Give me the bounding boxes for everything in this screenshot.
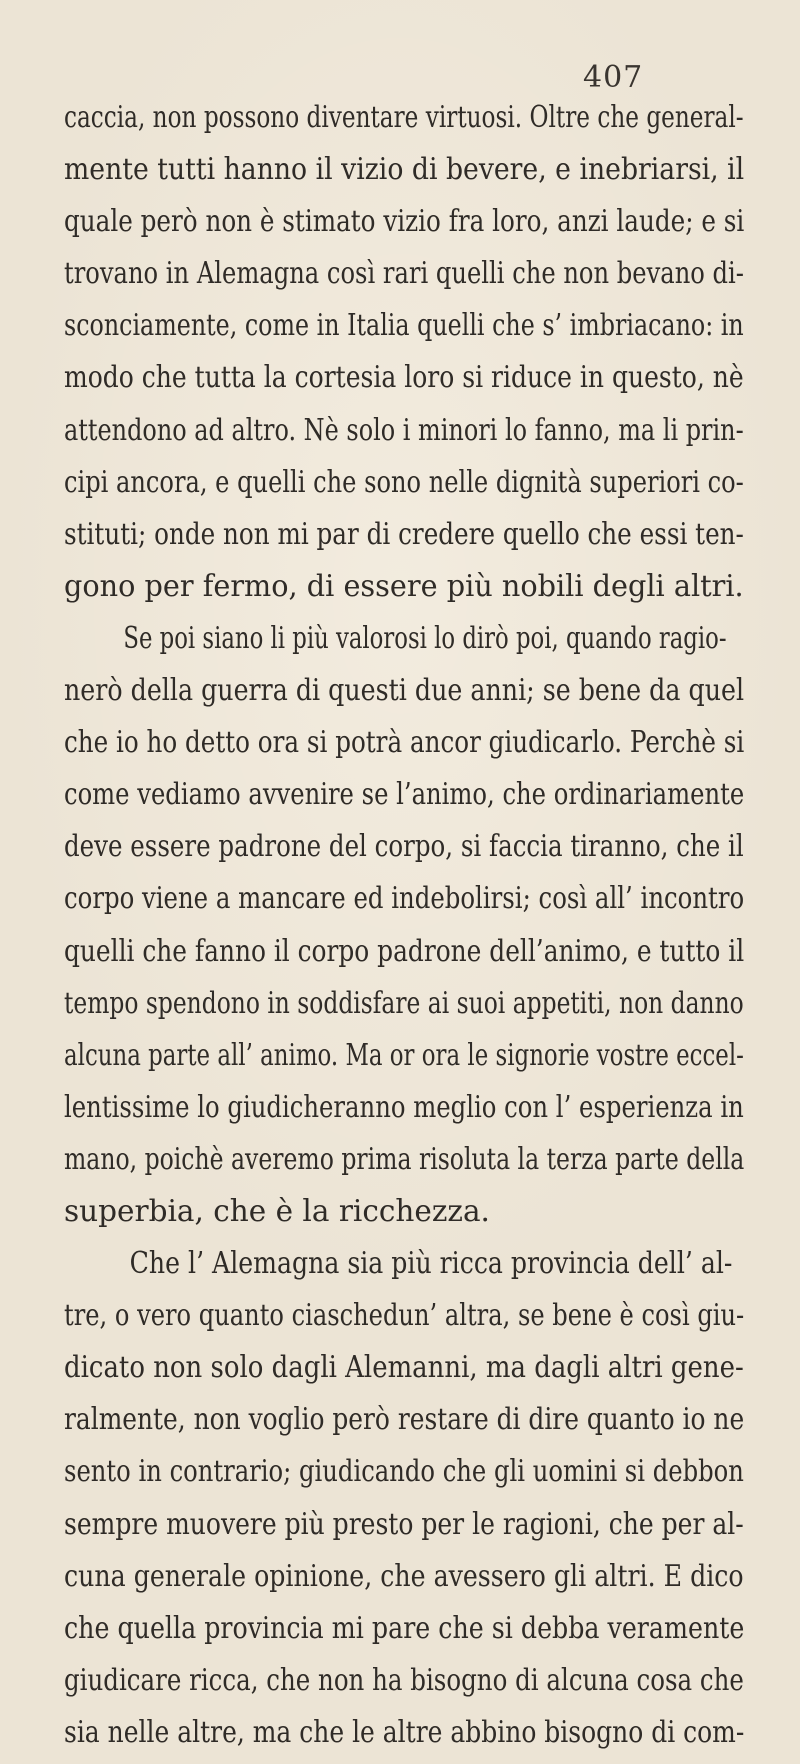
text-line: superbia, che è la ricchezza. — [64, 1193, 490, 1228]
text-line: nerò della guerra di questi due anni; se bene da quel — [64, 673, 745, 708]
text-line: trovano in Alemagna così rari quelli che non bevano di- — [64, 256, 744, 291]
text-line: sia nelle altre, ma che le altre abbino bisogno di com- — [64, 1714, 745, 1749]
text-line: che quella provincia mi pare che si debba veramente — [64, 1610, 745, 1645]
page-number: 407 — [583, 60, 644, 95]
text-line: caccia, non possono diventare virtuosi. Oltre che general- — [64, 100, 744, 134]
text-line: deve essere padrone del corpo, si faccia tiranno, che il — [64, 829, 744, 864]
body-text — [64, 97, 744, 1764]
text-line: modo che tutta la cortesia loro si riduce in questo, nè — [64, 360, 744, 395]
text-line: mano, poichè averemo prima risoluta la terza parte della — [64, 1141, 745, 1176]
text-line: sconciamente, come in Italia quelli che s’ imbriacano: in — [64, 308, 744, 343]
text-line: quelli che fanno il corpo padrone dell’animo, e tutto il — [64, 933, 745, 968]
text-line: stituti; onde non mi par di credere quello che essi ten- — [64, 516, 744, 551]
text-line: corpo viene a mancare ed indebolirsi; così all’ incontro — [64, 881, 745, 916]
text-line: lentissime lo giudicheranno meglio con l’ esperienza in — [64, 1089, 744, 1124]
text-line: ralmente, non voglio però restare di dire quanto io ne — [64, 1402, 745, 1437]
text-line: tempo spendono in soddisfare ai suoi appetiti, non danno — [64, 985, 744, 1020]
text-line: gono per fermo, di essere più nobili degli altri. — [64, 568, 744, 603]
text-line: cuna generale opinione, che avessero gli altri. E dico — [64, 1558, 744, 1593]
text-line: mente tutti hanno il vizio di bevere, e inebriarsi, il — [64, 152, 745, 187]
text-line: sento in contrario; giudicando che gli uomini si debbon — [64, 1454, 744, 1489]
text-line: attendono ad altro. Nè solo i minori lo fanno, ma li prin- — [64, 412, 744, 447]
paragraph-start-line: Che l’ Alemagna sia più ricca provincia dell’ al- — [129, 1246, 733, 1281]
text-line: sempre muovere più presto per le ragioni, che per al- — [64, 1506, 744, 1541]
paragraph-start-line: Se poi siano li più valorosi lo dirò poi, quando ragio- — [123, 620, 727, 655]
text-line: dicato non solo dagli Alemanni, ma dagli altri gene- — [64, 1350, 744, 1385]
text-line: che io ho detto ora si potrà ancor giudicarlo. Perchè si — [64, 725, 745, 760]
text-line: quale però non è stimato vizio fra loro, anzi laude; e si — [64, 204, 745, 239]
text-line: giudicare ricca, che non ha bisogno di alcuna cosa che — [64, 1662, 744, 1697]
text-line: alcuna parte all’ animo. Ma or ora le signorie vostre eccel- — [64, 1037, 744, 1072]
text-line: cipi ancora, e quelli che sono nelle dignità superiori co- — [64, 464, 744, 499]
text-line: tre, o vero quanto ciaschedun’ altra, se bene è così giu- — [64, 1298, 745, 1333]
text-line: come vediamo avvenire se l’animo, che ordinariamente — [64, 777, 745, 812]
